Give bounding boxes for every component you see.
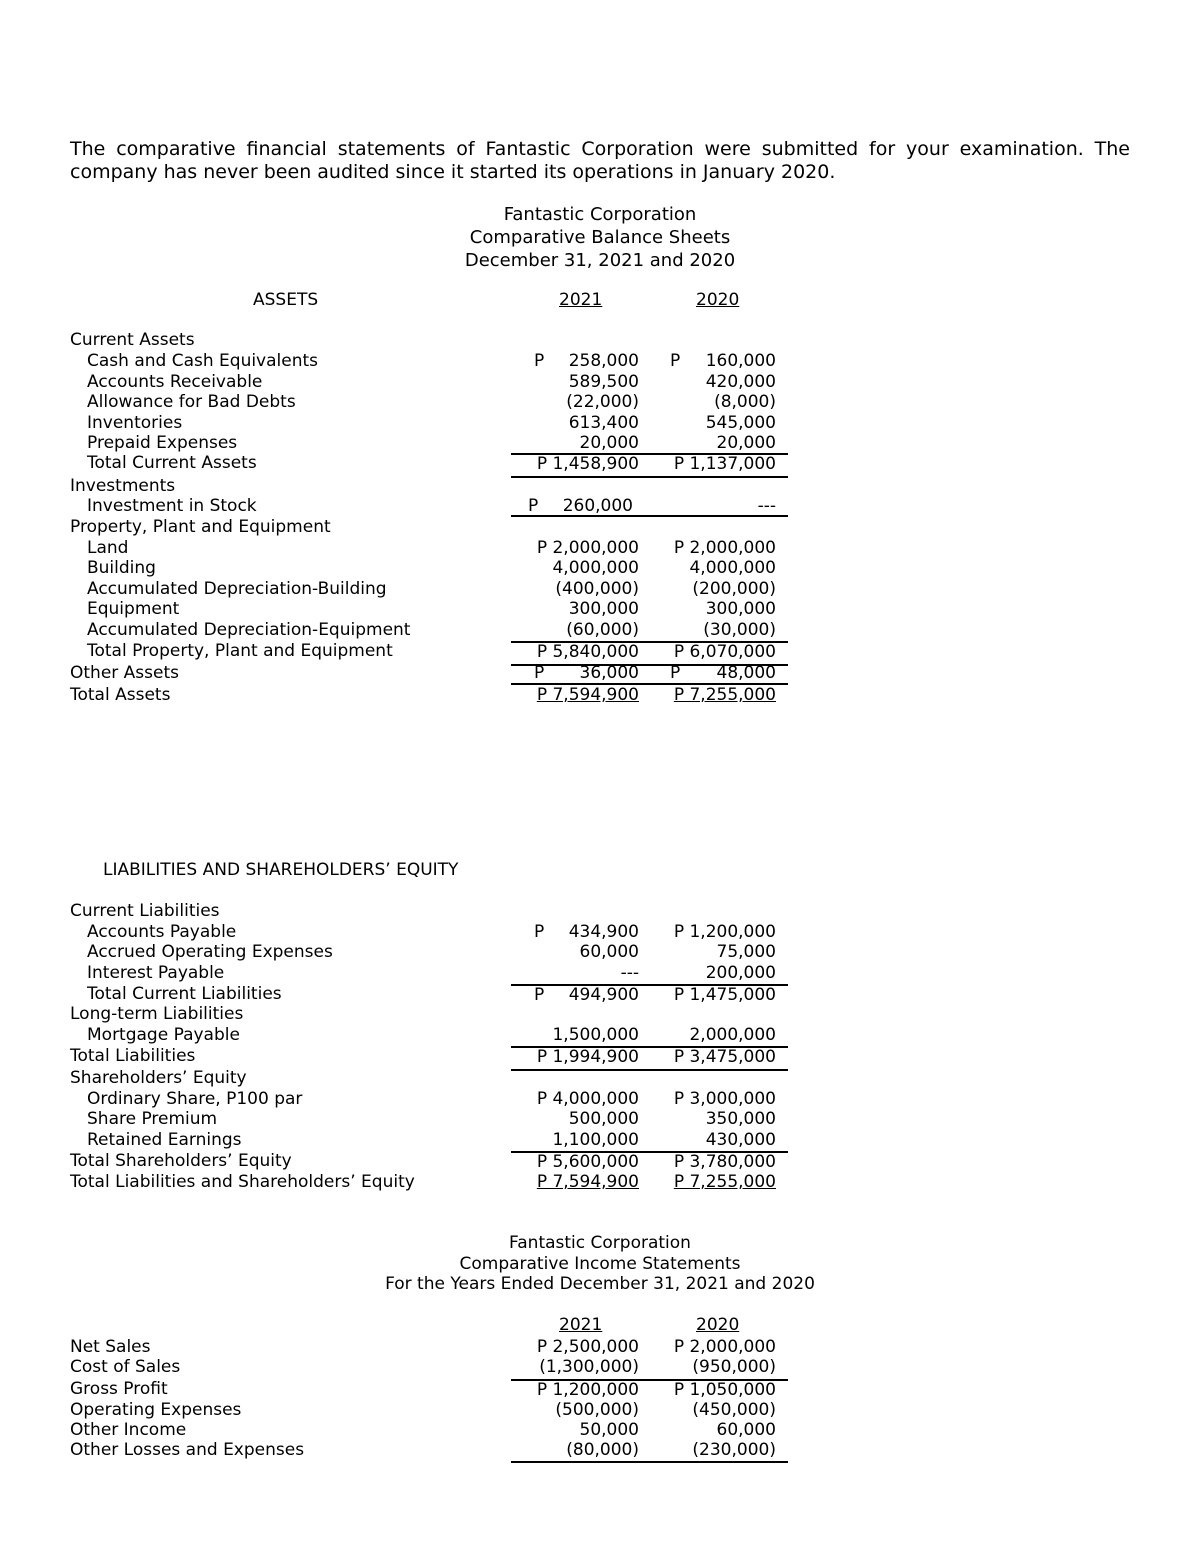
row-label: Accounts Payable [87,922,237,942]
table-row [0,433,1200,454]
row-label: Cash and Cash Equivalents [87,351,319,371]
table-row [0,1440,1200,1461]
value-2020: P 7,255,000 [673,1172,776,1192]
value-2020: 300,000 [705,599,776,619]
value-2021: P 7,594,900 [536,685,639,705]
row-label: Current Assets [70,330,195,350]
value-2020: P 3,475,000 [673,1047,776,1067]
assets-heading: ASSETS [253,290,319,310]
row-label: Accrued Operating Expenses [87,942,333,962]
year-2021-header: 2021 [559,290,603,310]
table-row [0,1089,1200,1110]
value-2021: 1,100,000 [552,1130,639,1150]
is-header-row [0,1315,1200,1336]
value-2021: 494,900 [568,985,639,1005]
value-2020: 420,000 [705,372,776,392]
value-2020: 160,000 [705,351,776,371]
value-2020: 60,000 [716,1420,776,1440]
row-label: Total Current Liabilities [87,984,282,1004]
row-label: Current Liabilities [70,901,220,921]
table-row [0,1357,1200,1378]
peso-sign: P [528,496,539,516]
value-2020: 75,000 [716,942,776,962]
value-2021: 500,000 [568,1109,639,1129]
peso-sign: P [670,663,681,683]
value-2020: 200,000 [705,963,776,983]
value-2021: 20,000 [579,433,639,453]
value-2020: P 1,137,000 [673,454,776,474]
is-year-2020-header: 2020 [696,1315,740,1335]
value-2020: P 2,000,000 [673,538,776,558]
value-2020: P 2,000,000 [673,1337,776,1357]
row-label: Other Losses and Expenses [70,1440,305,1460]
value-2021: P 1,200,000 [536,1380,639,1400]
value-2021: (22,000) [566,392,639,412]
intro-paragraph: The comparative financial statements of Fantastic Corporation were submitted for your examination. The company has never been audited since it started its operations in January 2020. [70,138,1130,183]
table-row [0,372,1200,393]
row-label: Prepaid Expenses [87,433,238,453]
row-label: Share Premium [87,1109,218,1129]
table-row [0,922,1200,943]
table-row [0,1379,1200,1400]
peso-sign: P [670,351,681,371]
value-2021: P 2,000,000 [536,538,639,558]
row-label: Inventories [87,413,183,433]
row-label: Investment in Stock [87,496,257,516]
row-label: Gross Profit [70,1379,168,1399]
value-2021: 589,500 [568,372,639,392]
table-row [0,1337,1200,1358]
is-title-statement: Comparative Income Statements [459,1254,741,1274]
peso-sign: P [534,985,545,1005]
row-label: Total Liabilities and Shareholders’ Equity [70,1172,415,1192]
row-label: Total Shareholders’ Equity [70,1151,292,1171]
value-2021: --- [620,963,639,983]
is-title-date: For the Years Ended December 31, 2021 and 2020 [385,1274,815,1294]
value-2021: P 1,458,900 [536,454,639,474]
value-2020: (230,000) [692,1440,776,1460]
value-2021: 258,000 [568,351,639,371]
table-row [0,413,1200,434]
table-row [0,1172,1200,1193]
table-row [0,1004,1200,1025]
value-2020: 20,000 [716,433,776,453]
value-2020: P 3,780,000 [673,1152,776,1172]
table-row [0,330,1200,351]
table-row [0,685,1200,706]
table-row [0,1109,1200,1130]
table-row [0,599,1200,620]
value-2021: (1,300,000) [539,1357,639,1377]
value-2021: P 5,840,000 [536,642,639,662]
row-label: Equipment [87,599,180,619]
row-label: Total Current Assets [87,453,257,473]
assets-header-row [0,290,1200,311]
value-2021: 50,000 [579,1420,639,1440]
value-2021: 300,000 [568,599,639,619]
table-row [0,351,1200,372]
peso-sign: P [534,663,545,683]
table-row [0,1025,1200,1046]
value-2021: P 1,994,900 [536,1047,639,1067]
is-title-company: Fantastic Corporation [509,1233,691,1253]
table-row [0,1130,1200,1151]
table-row [0,1420,1200,1441]
value-2021: (500,000) [555,1400,639,1420]
table-row [0,517,1200,538]
value-2020: (950,000) [692,1357,776,1377]
value-2020: P 3,000,000 [673,1089,776,1109]
value-2020: P 7,255,000 [673,685,776,705]
row-label: Shareholders’ Equity [70,1068,247,1088]
value-2021: P 5,600,000 [536,1152,639,1172]
table-row [0,579,1200,600]
value-2020: P 6,070,000 [673,642,776,662]
value-2021: 434,900 [568,922,639,942]
value-2020: 2,000,000 [689,1025,776,1045]
table-row [0,453,1200,474]
peso-sign: P [534,351,545,371]
row-label: Total Liabilities [70,1046,196,1066]
peso-sign: P [534,922,545,942]
value-2020: 430,000 [705,1130,776,1150]
table-row [0,1400,1200,1421]
table-row [0,942,1200,963]
row-label: Accumulated Depreciation-Equipment [87,620,411,640]
year-2020-header: 2020 [696,290,740,310]
table-row [0,496,1200,517]
value-2021: (80,000) [566,1440,639,1460]
value-2020: (8,000) [714,392,776,412]
value-2020: 545,000 [705,413,776,433]
row-label: Total Assets [70,685,171,705]
table-row [0,1151,1200,1172]
value-2020: P 1,050,000 [673,1380,776,1400]
table-row [0,538,1200,559]
table-row [0,1068,1200,1089]
liabilities-header-row [0,860,1200,881]
row-label: Other Assets [70,663,179,683]
row-label: Building [87,558,156,578]
row-label: Property, Plant and Equipment [70,517,331,537]
value-2021: P 4,000,000 [536,1089,639,1109]
value-2021: (400,000) [555,579,639,599]
is-year-2021-header: 2021 [559,1315,603,1335]
table-row [0,392,1200,413]
table-row [0,1046,1200,1067]
value-2020: 4,000,000 [689,558,776,578]
value-2020: (450,000) [692,1400,776,1420]
row-label: Other Income [70,1420,187,1440]
value-2021: (60,000) [566,620,639,640]
table-row [0,984,1200,1005]
value-2020: --- [757,496,776,516]
row-label: Land [87,538,129,558]
table-row [0,641,1200,662]
row-label: Mortgage Payable [87,1025,240,1045]
bs-title-company: Fantastic Corporation [503,204,697,225]
value-2021: 4,000,000 [552,558,639,578]
liabilities-heading: LIABILITIES AND SHAREHOLDERS’ EQUITY [103,860,459,880]
row-label: Cost of Sales [70,1357,181,1377]
row-label: Total Property, Plant and Equipment [87,641,393,661]
value-2021: P 2,500,000 [536,1337,639,1357]
row-label: Accumulated Depreciation-Building [87,579,387,599]
value-2021: 1,500,000 [552,1025,639,1045]
value-2021: 613,400 [568,413,639,433]
table-row [0,558,1200,579]
row-label: Accounts Receivable [87,372,263,392]
table-row [0,476,1200,497]
value-2020: (200,000) [692,579,776,599]
row-label: Allowance for Bad Debts [87,392,296,412]
bs-title-date: December 31, 2021 and 2020 [464,250,736,271]
value-2020: P 1,200,000 [673,922,776,942]
row-label: Ordinary Share, P100 par [87,1089,303,1109]
table-row [0,901,1200,922]
table-row [0,663,1200,684]
value-2021: 260,000 [562,496,633,516]
value-2020: 350,000 [705,1109,776,1129]
value-2020: P 1,475,000 [673,985,776,1005]
row-label: Investments [70,476,176,496]
row-label: Net Sales [70,1337,151,1357]
value-2021: P 7,594,900 [536,1172,639,1192]
row-label: Interest Payable [87,963,225,983]
row-label: Operating Expenses [70,1400,242,1420]
table-row [0,620,1200,641]
row-label: Long-term Liabilities [70,1004,244,1024]
row-label: Retained Earnings [87,1130,242,1150]
value-2021: 36,000 [579,663,639,683]
value-2020: 48,000 [716,663,776,683]
bs-title-statement: Comparative Balance Sheets [469,227,731,248]
table-row [0,963,1200,984]
value-2020: (30,000) [703,620,776,640]
value-2021: 60,000 [579,942,639,962]
